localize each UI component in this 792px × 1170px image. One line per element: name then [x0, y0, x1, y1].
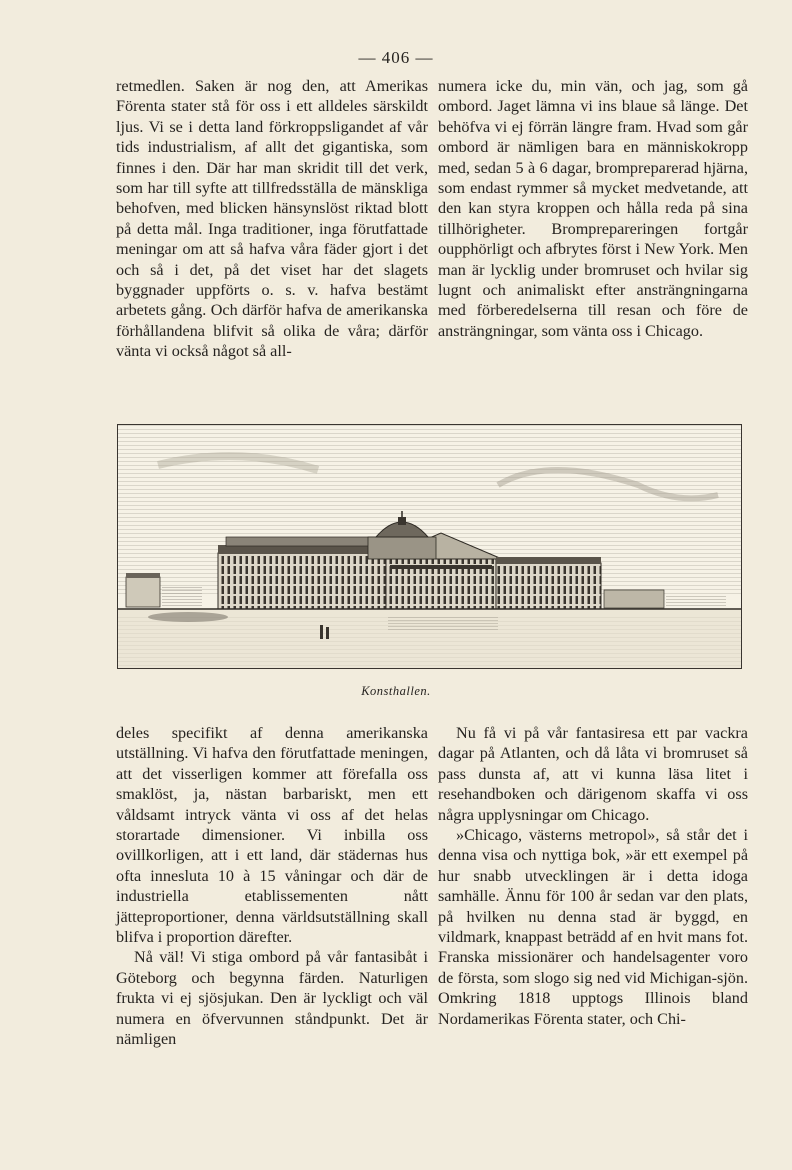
text-column-bottom-left: [116, 723, 428, 1050]
text-column-bottom-right: [438, 723, 748, 1029]
paragraph: deles specifikt af denna amerikanska utställning. Vi hafva den förutfattade meningen, att det visserligen kommer att förefalla oss smaklöst, ja, nästan barbariskt, men ett våldsamt intryck vänta vi oss af det helas storartade dimensioner. Vi inbilla oss ovillkorligen, att i ett land, där städernas hus ofta innesluta 10 à 15 våningar och där de industriella etablissementen nått jätteproportioner, denna världsutställning skall blifva i proportion därefter.: [116, 724, 428, 947]
paragraph: retmedlen. Saken är nog den, att Amerikas Förenta stater stå för oss i ett alldeles särskildt ljus. Vi se i detta land förkroppsligandet af vår tids industrialism, af allt det gigantiska, som finnes i den. Där har man skridit till det verk, som har till syfte att tillfredsställa de mänskliga behofven, med blicken hänsynslöst riktad blott på detta mål. Inga traditioner, inga förutfattade meningar om att så hafva våra fäder gjort i det och så i det, på det viset har det slagets byggnader uppförts o. s. v. hafva bestämt arbetets gång. Och därför hafva de amerikanska förhållandena blifvit så olika de våra; därför vänta vi också något så all-: [116, 77, 428, 361]
text-column-top-left: [116, 76, 428, 362]
page-number: — 406 —: [358, 48, 434, 67]
building-engraving: [118, 425, 741, 668]
paragraph: »Chicago, västerns metropol», så står det i denna visa och nyttiga bok, »är ett exempel på hur snabb utvecklingen är i detta idoga samhälle. Ännu för 100 år sedan var den plats, på hvilken nu denna stad är byggd, en vildmark, knappast beträdd af en hvit mans fot. Franska missionärer och handelsagenter voro de första, som slogo sig ned vid Michigan-sjön. Omkring 1818 upptogs Illinois bland Nordamerikas Förenta stater, och Chi-: [438, 826, 748, 1028]
illustration-konsthallen: [117, 424, 742, 669]
figure-caption: Konsthallen.: [361, 684, 431, 698]
text-column-top-right: [438, 76, 748, 341]
paragraph: Nå väl! Vi stiga ombord på vår fantasibåt i Göteborg och begynna färden. Naturligen frukta vi ej sjösjukan. Den är lyckligt och väl numera en öfvervunnen ståndpunkt. Det är nämligen: [116, 948, 428, 1049]
paragraph: Nu få vi på vår fantasiresa ett par vackra dagar på Atlanten, och då låta vi bromruset så pass dunsta af, att vi kunna läsa litet i resehandboken och därigenom skaffa vi oss några upplysningar om Chicago.: [438, 724, 748, 824]
paragraph: numera icke du, min vän, och jag, som gå ombord. Jaget lämna vi ins blaue så länge. Det behöfva vi ej förrän längre fram. Hvad som går ombord är nämligen bara en människokropp med, sedan 5 à 6 dagar, brompreparerad hjärna, som endast rymmer så mycket medvetande, att den kan styra kroppen och hålla reda på sina tillhörigheter. Bromprepareringen fortgår oupphörligt och afbrytes först i New York. Men man är lycklig under bromruset och hvilar sig lugnt och animaliskt efter ansträngningarna med förberedelserna till resan och före de ansträngningar, som vänta oss i Chicago.: [438, 77, 748, 340]
